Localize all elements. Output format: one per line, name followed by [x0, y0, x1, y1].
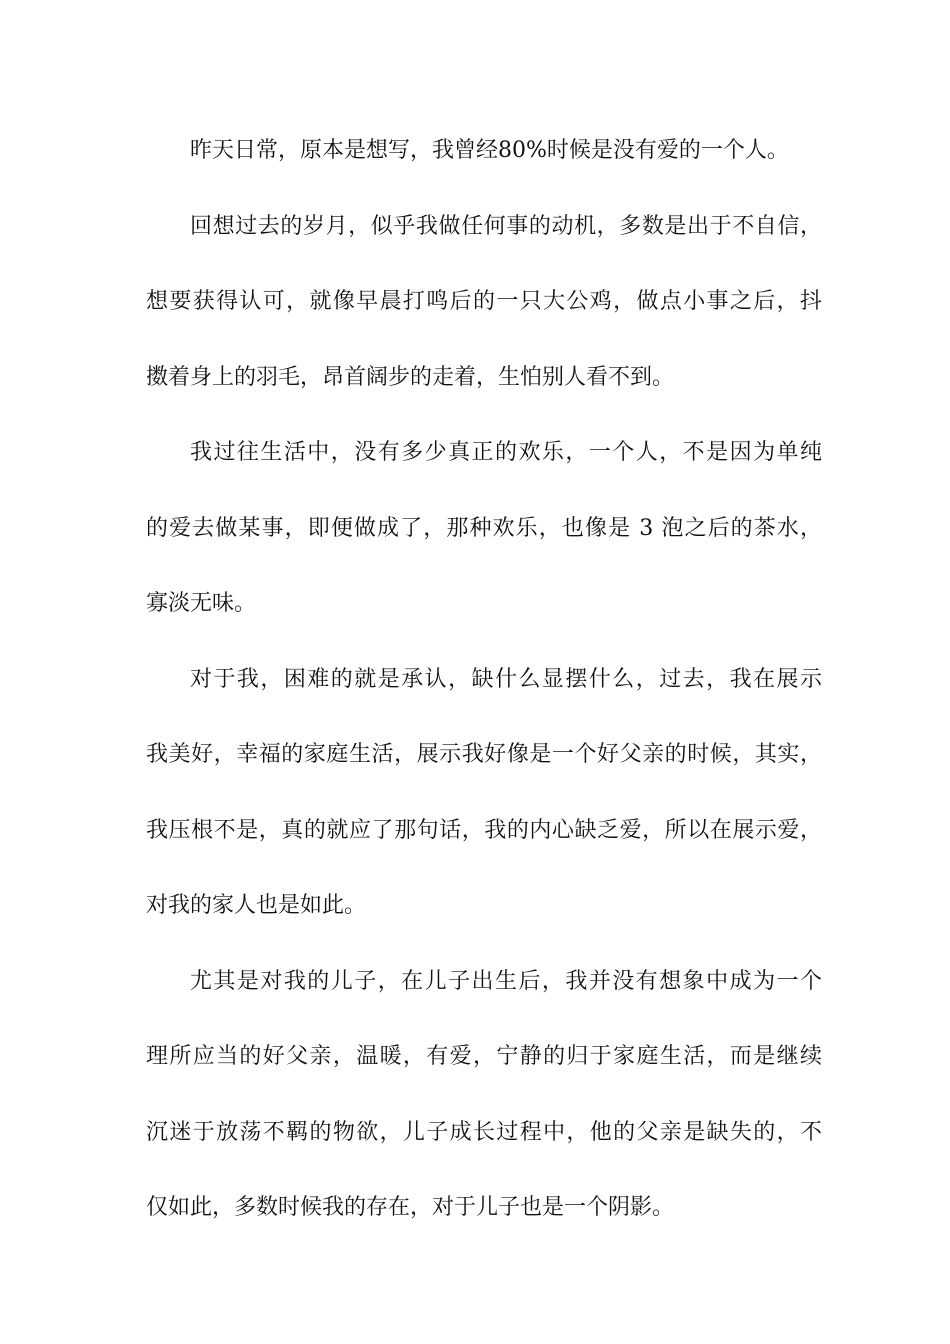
paragraph-2-line-1: 回想过去的岁月，似乎我做任何事的动机，多数是出于不自信， — [190, 213, 822, 239]
paragraph-1-line-1: 昨天日常，原本是想写，我曾经80%时候是没有爱的一个人。 — [190, 138, 789, 163]
paragraph-2-line-3: 擞着身上的羽毛，昂首阔步的走着，生怕别人看不到。 — [146, 364, 675, 390]
paragraph-4-line-2: 我美好，幸福的家庭生活，展示我好像是一个好父亲的时候，其实， — [146, 742, 822, 767]
paragraph-5-line-4: 仅如此，多数时候我的存在，对于儿子也是一个阴影。 — [146, 1195, 675, 1220]
paragraph-5-line-3: 沉迷于放荡不羁的物欲，儿子成长过程中，他的父亲是缺失的，不 — [146, 1119, 822, 1145]
paragraph-3-line-1: 我过往生活中，没有多少真正的欢乐，一个人，不是因为单纯 — [190, 440, 822, 465]
paragraph-3-line-3: 寡淡无味。 — [146, 591, 257, 616]
paragraph-4-line-4: 对我的家人也是如此。 — [146, 893, 367, 918]
paragraph-3-line-2: 的爱去做某事，即便做成了，那种欢乐，也像是 3 泡之后的茶水， — [146, 515, 822, 541]
paragraph-4-line-1: 对于我，困难的就是承认，缺什么显摆什么，过去，我在展示 — [190, 666, 822, 692]
paragraph-5-line-1: 尤其是对我的儿子，在儿子出生后，我并没有想象中成为一个 — [190, 968, 822, 994]
document-body — [146, 128, 822, 1261]
paragraph-4-line-3: 我压根不是，真的就应了那句话，我的内心缺乏爱，所以在展示爱， — [146, 817, 822, 843]
paragraph-2-line-2: 想要获得认可，就像早晨打鸣后的一只大公鸡，做点小事之后，抖 — [146, 289, 822, 314]
paragraph-5-line-2: 理所应当的好父亲，温暖，有爱，宁静的归于家庭生活，而是继续 — [146, 1044, 822, 1069]
